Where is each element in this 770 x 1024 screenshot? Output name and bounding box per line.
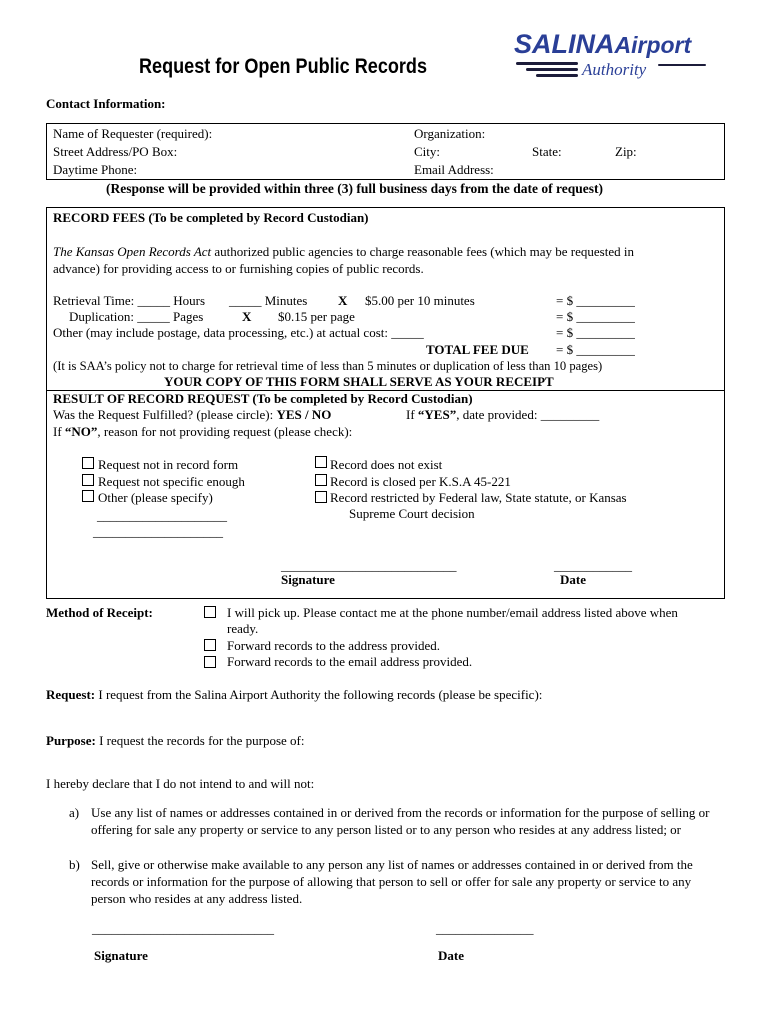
policy-note: (It is SAA’s policy not to charge for retrieval time of less than 5 minutes or duplication of less than 10 pages) [53, 359, 603, 373]
receipt-option-checkbox[interactable] [204, 606, 216, 618]
kora-text: authorized public agencies to charge reasonable fees (which may be requested in [211, 244, 634, 259]
reason-checkbox[interactable] [315, 474, 327, 486]
logo-stripe-icon [658, 64, 706, 66]
phone-field-label[interactable]: Daytime Phone: [53, 162, 138, 177]
custodian-date-line[interactable]: ____________ [554, 558, 632, 573]
street-field-label[interactable]: Street Address/PO Box: [53, 144, 178, 159]
declaration-marker: b) [69, 857, 80, 872]
purpose-text: I request the records for the purpose of: [95, 733, 305, 748]
kora-text-2: advance) for providing access to or furnishing copies of public records. [53, 261, 424, 276]
requester-signature-line[interactable]: ____________________________ [92, 921, 274, 936]
purpose-label: Purpose: [46, 733, 96, 748]
receipt-option-checkbox[interactable] [204, 639, 216, 651]
reason-label: Request not specific enough [98, 474, 245, 489]
logo-stripe-icon [516, 62, 578, 65]
receipt-method-label: Method of Receipt: [46, 605, 153, 620]
fulfilled-question: Was the Request Fulfilled? (please circle): [53, 407, 277, 422]
requester-signature-label: Signature [94, 948, 148, 963]
specify-line[interactable]: ____________________ [93, 524, 223, 539]
reason-checkbox[interactable] [315, 456, 327, 468]
other-cost-label[interactable]: Other (may include postage, data processing, etc.) at actual cost: _____ [53, 325, 424, 340]
page-title: Request for Open Public Records [139, 55, 428, 78]
response-note: (Response will be provided within three (3) full business days from the date of request) [106, 181, 604, 196]
custodian-signature-line[interactable]: ___________________________ [281, 558, 457, 573]
total-fee-value[interactable]: = $ _________ [556, 342, 635, 357]
fees-heading: RECORD FEES (To be completed by Record Custodian) [53, 210, 369, 225]
if-no-prefix: If [53, 424, 65, 439]
requester-date-line[interactable]: _______________ [436, 921, 534, 936]
if-no-text: , reason for not providing request (please check): [97, 424, 353, 439]
custodian-date-label: Date [560, 572, 586, 587]
multiply-sign: X [242, 309, 252, 324]
result-heading: RESULT OF RECORD REQUEST (To be completed by Record Custodian) [53, 391, 473, 406]
declaration-intro: I hereby declare that I do not intend to and will not: [46, 776, 315, 791]
reason-label: Other (please specify) [98, 490, 213, 505]
reason-checkbox[interactable] [82, 474, 94, 486]
name-field-label[interactable]: Name of Requester (required): [53, 126, 213, 141]
contact-heading: Contact Information: [46, 96, 166, 111]
zip-field-label[interactable]: Zip: [615, 144, 637, 159]
receipt-option-label-cont: ready. [227, 621, 259, 636]
duplication-label[interactable]: Duplication: _____ Pages [69, 309, 204, 324]
logo-salina-text: SALINA [514, 29, 615, 59]
declaration-marker: a) [69, 805, 80, 820]
logo-airport-text: Airport [614, 32, 692, 58]
reason-label: Request not in record form [98, 457, 239, 472]
logo-stripe-icon [536, 74, 578, 77]
declaration-item: Sell, give or otherwise make available to any person any list of names or addresses contained in or derived from the records or information for the purpose of allowing that person to sell or offer for sale any property or service to any person who resides at any address listed. [91, 857, 693, 906]
receipt-option-label: I will pick up. Please contact me at the phone number/email address listed above when [227, 605, 678, 620]
reason-label: Record restricted by Federal law, State statute, or Kansas [330, 490, 627, 505]
request-text: I request from the Salina Airport Authority the following records (please be specific): [95, 687, 543, 702]
retrieval-rate: $5.00 per 10 minutes [365, 293, 475, 308]
receipt-option-checkbox[interactable] [204, 656, 216, 668]
organization-field-label[interactable]: Organization: [414, 126, 486, 141]
reason-checkbox[interactable] [82, 490, 94, 502]
date-provided-field[interactable]: , date provided: _________ [456, 407, 600, 422]
specify-line[interactable]: ____________________ [97, 508, 227, 523]
fulfilled-options[interactable]: YES / NO [276, 407, 332, 422]
logo-stripe-icon [526, 68, 578, 71]
reason-checkbox[interactable] [315, 491, 327, 503]
logo-authority-text: Authority [582, 60, 647, 79]
retrieval-minutes-label[interactable]: _____ Minutes [229, 293, 308, 308]
city-field-label[interactable]: City: [414, 144, 441, 159]
receipt-option-label: Forward records to the email address provided. [227, 654, 473, 669]
total-fee-label: TOTAL FEE DUE [426, 342, 529, 357]
if-yes-prefix: If [406, 407, 418, 422]
receipt-note: YOUR COPY OF THIS FORM SHALL SERVE AS YOUR RECEIPT [164, 374, 554, 389]
duplication-rate: $0.15 per page [278, 309, 355, 324]
other-cost-total[interactable]: = $ _________ [556, 325, 635, 340]
if-no-bold: “NO” [64, 424, 98, 439]
retrieval-time-label[interactable]: Retrieval Time: _____ Hours [53, 293, 206, 308]
request-label: Request: [46, 687, 96, 702]
retrieval-total[interactable]: = $ _________ [556, 293, 635, 308]
receipt-option-label: Forward records to the address provided. [227, 638, 440, 653]
reason-label: Record does not exist [330, 457, 443, 472]
declaration-item: Use any list of names or addresses contained in or derived from the records or information for the purpose of selling or offering for sale any property or service to any person listed or to any person who resides at any address listed; or [91, 805, 710, 837]
reason-label: Record is closed per K.S.A 45-221 [330, 474, 511, 489]
kora-title: The Kansas Open Records Act [53, 244, 212, 259]
reason-checkbox[interactable] [82, 457, 94, 469]
email-field-label[interactable]: Email Address: [414, 162, 494, 177]
duplication-total[interactable]: = $ _________ [556, 309, 635, 324]
state-field-label[interactable]: State: [532, 144, 562, 159]
multiply-sign: X [338, 293, 348, 308]
if-yes-bold: “YES” [417, 407, 457, 422]
custodian-signature-label: Signature [281, 572, 335, 587]
requester-date-label: Date [438, 948, 464, 963]
reason-label-cont: Supreme Court decision [349, 506, 475, 521]
